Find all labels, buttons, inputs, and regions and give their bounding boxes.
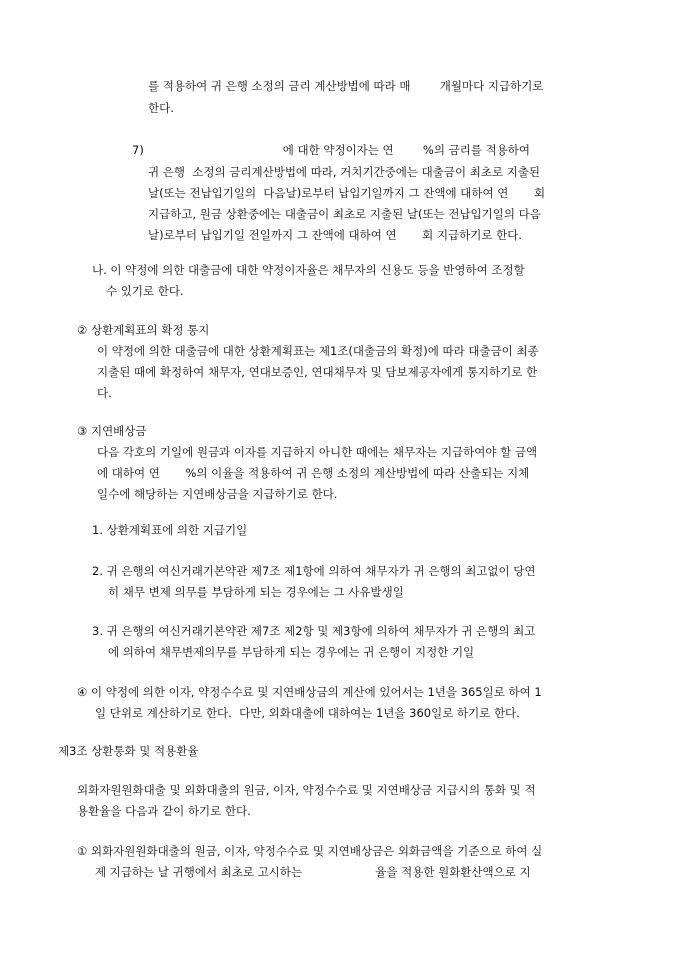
text-line: 외화자원원화대출 및 외화대출의 원금, 이자, 약정수수료 및 지연배상금 지급시의 통화 및 적 — [77, 783, 536, 797]
text-line: 에 의하여 채무변제의무를 부담하게 되는 경우에는 귀 은행이 지정한 기일 — [108, 645, 475, 659]
text-line: 7) 에 대한 약정이자는 연 %의 금리를 적용하여 — [132, 143, 531, 157]
text-line: 수 있기로 한다. — [106, 284, 184, 298]
text-line: 귀 은행 소정의 금리계산방법에 따라, 거치기간중에는 대출금이 최초로 지출된 — [148, 165, 541, 179]
text-line: ④ 이 약정에 의한 이자, 약정수수료 및 지연배상금의 계산에 있어서는 1년을 365일로 하여 1 — [77, 685, 542, 699]
list-item: 3. 귀 은행의 여신거래기본약관 제7조 제2항 및 제3항에 의하여 채무자가 귀 은행의 최고 — [92, 624, 536, 638]
text-line: 일수에 해당하는 지연배상금을 지급하기로 한다. — [97, 487, 338, 501]
text-line: 다음 각호의 기일에 원금과 이자를 지급하지 아니한 때에는 채무자는 지급하여야 할 금액 — [97, 445, 538, 459]
text-line: 지출된 때에 확정하여 채무자, 연대보증인, 연대채무자 및 담보제공자에게 통지하기로 한 — [97, 365, 538, 379]
text-line: 일 단위로 계산하기로 한다. 다만, 외화대출에 대하여는 1년을 360일로 하기로 한다. — [95, 706, 520, 720]
text-line: 나. 이 약정에 의한 대출금에 대한 약정이자율은 채무자의 신용도 등을 반영하여 조정할 — [92, 263, 525, 277]
list-item: 1. 상환계획표에 의한 지급기일 — [92, 523, 248, 537]
section-heading: ② 상환계획표의 확정 통지 — [77, 323, 210, 337]
list-item: 2. 귀 은행의 여신거래기본약관 제7조 제1항에 의하여 채무자가 귀 은행의 최고없이 당연 — [92, 564, 536, 578]
text-line: 다. — [97, 386, 112, 400]
text-line: ① 외화자원원화대출의 원금, 이자, 약정수수료 및 지연배상금은 외화금액을 기준으로 하여 실 — [77, 844, 543, 858]
section-heading: ③ 지연배상금 — [77, 424, 147, 438]
text-line: 한다. — [148, 101, 174, 115]
text-line: 를 적용하여 귀 은행 소정의 금리 계산방법에 따라 매 개월마다 지급하기로 — [148, 79, 544, 93]
text-line: 지급하고, 원금 상환중에는 대출금이 최초로 지출된 날(또는 전납입기일의 다음 — [148, 207, 541, 221]
text-line: 날(또는 전납입기일의 다음날)로부터 납입기일까지 그 잔액에 대하여 연 회 — [148, 186, 546, 200]
text-line: 에 대하여 연 %의 이율을 적용하여 귀 은행 소정의 계산방법에 따라 산출되는 지체 — [97, 466, 530, 480]
text-line: 날)로부터 납입기일 전일까지 그 잔액에 대하여 연 회 지급하기로 한다. — [148, 228, 523, 242]
text-line: 제 지급하는 날 귀행에서 최초로 고시하는 율을 적용한 원화환산액으로 지 — [95, 865, 531, 879]
text-line: 히 채무 변제 의무를 부담하게 되는 경우에는 그 사유발생일 — [108, 585, 404, 599]
article-heading: 제3조 상환통화 및 적용환율 — [58, 744, 199, 758]
text-line: 용환율을 다음과 같이 하기로 한다. — [77, 804, 251, 818]
text-line: 이 약정에 의한 대출금에 대한 상환계획표는 제1조(대출금의 확정)에 따라 대출금이 최종 — [97, 344, 539, 358]
